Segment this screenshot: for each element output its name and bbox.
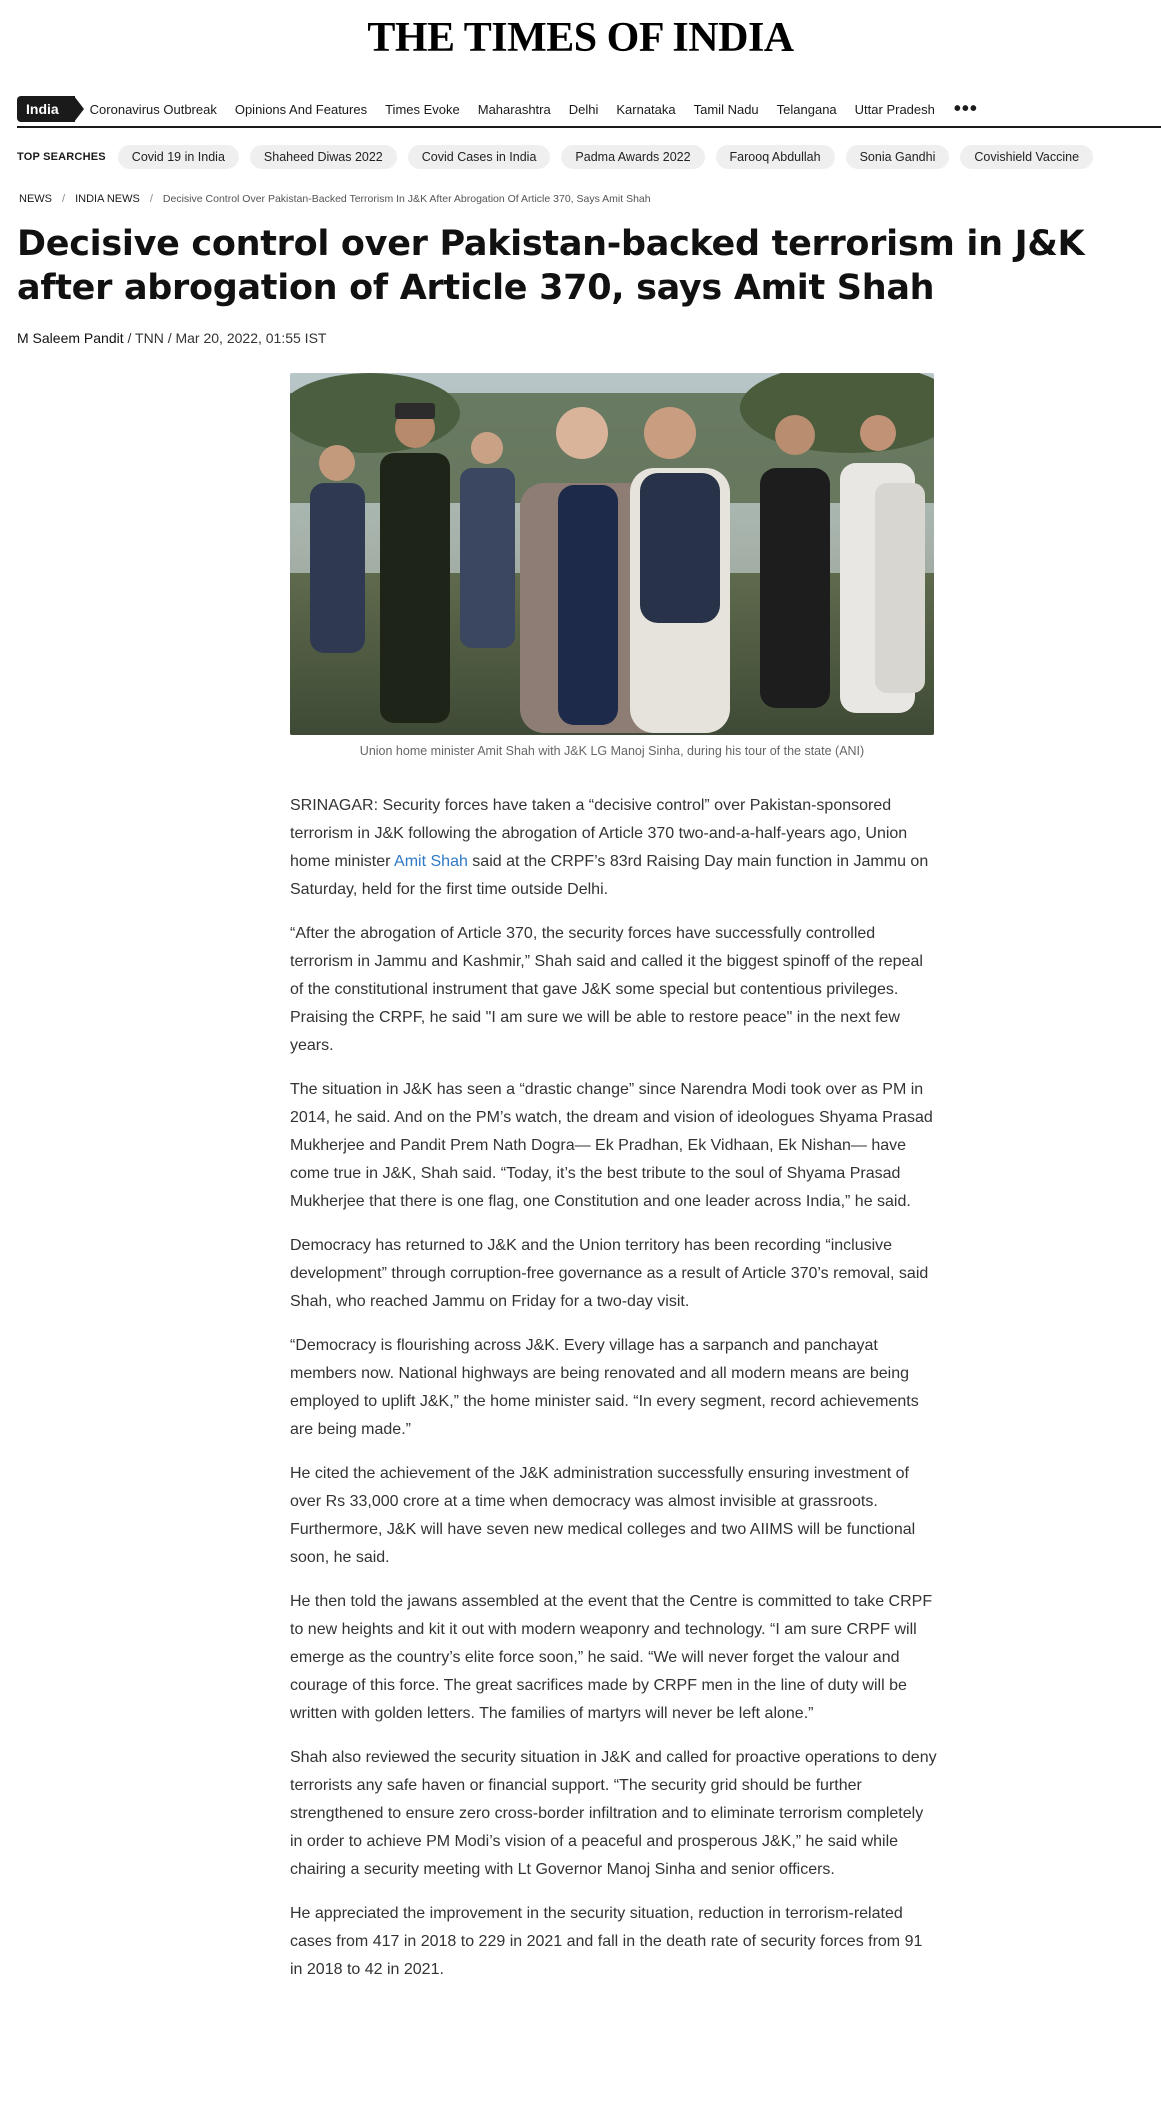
- nav-link-delhi[interactable]: Delhi: [568, 101, 599, 117]
- primary-nav: [17, 92, 1161, 128]
- nav-link-coronavirus-outbreak[interactable]: Coronavirus Outbreak: [89, 101, 217, 117]
- nav-section-india[interactable]: India: [17, 96, 75, 122]
- article-byline: [17, 330, 326, 346]
- breadcrumb-current-page: Decisive Control Over Pakistan-Backed Terrorism In J&K After Abrogation Of Article 370, Says Amit Shah: [162, 193, 651, 205]
- top-searches-label: TOP SEARCHES: [17, 151, 106, 163]
- nav-link-telangana[interactable]: Telangana: [776, 101, 837, 117]
- breadcrumb-india-news[interactable]: INDIA NEWS: [75, 193, 140, 205]
- top-search-chip[interactable]: Shaheed Diwas 2022: [250, 145, 397, 169]
- top-search-chip[interactable]: Covid 19 in India: [118, 145, 239, 169]
- byline-separator: /: [163, 330, 176, 346]
- amit-shah-link[interactable]: Amit Shah: [394, 853, 468, 870]
- nav-link-times-evoke[interactable]: Times Evoke: [385, 101, 460, 117]
- article-paragraph: Shah also reviewed the security situation in J&K and called for proactive operations to deny terrorists any safe haven or financial support. “The security grid should be further strengthened to ensure zero cross-border infiltration and to eliminate terrorism completely in order to achieve PM Modi’s vision of a peaceful and prosperous J&K,” he said while chairing a security meeting with Lt Governor Manoj Sinha and senior officers.: [290, 1749, 937, 1878]
- nav-link-tamil-nadu[interactable]: Tamil Nadu: [693, 101, 759, 117]
- top-search-chip[interactable]: Padma Awards 2022: [561, 145, 704, 169]
- article-paragraph: Democracy has returned to J&K and the Union territory has been recording “inclusive development” through corruption-free governance as a result of Article 370’s removal, said Shah, who reached Jammu on Friday for a two-day visit.: [290, 1237, 929, 1310]
- byline-author[interactable]: M Saleem Pandit: [17, 330, 124, 346]
- top-search-chip[interactable]: Covishield Vaccine: [960, 145, 1093, 169]
- byline-source: TNN: [135, 330, 164, 346]
- ellipsis-icon[interactable]: •••: [953, 98, 978, 120]
- breadcrumb-news[interactable]: NEWS: [19, 193, 52, 205]
- article-headline: Decisive control over Pakistan-backed terrorism in J&K after abrogation of Article 370, says Amit Shah: [17, 224, 1085, 308]
- nav-link-karnataka[interactable]: Karnataka: [616, 101, 676, 117]
- article-paragraph: He cited the achievement of the J&K administration successfully ensuring investment of over Rs 33,000 crore at a time when democracy was almost invisible at grassroots. Furthermore, J&K will have seven new medical colleges and two AIIMS will be functional soon, he said.: [290, 1465, 916, 1566]
- byline-date: Mar 20, 2022, 01:55 IST: [175, 330, 327, 346]
- top-search-chip[interactable]: Covid Cases in India: [408, 145, 551, 169]
- article-paragraph: He then told the jawans assembled at the event that the Centre is committed to take CRPF to new heights and kit it out with modern weaponry and technology. “I am sure CRPF will emerge as the country’s elite force soon,” he said. “We will never forget the valour and courage of this force. The great sacrifices made by CRPF men in the line of duty will be written with golden letters. The families of martyrs will never be left alone.”: [290, 1593, 933, 1722]
- top-search-chip[interactable]: Farooq Abdullah: [716, 145, 835, 169]
- breadcrumb: [19, 193, 651, 205]
- breadcrumb-separator: /: [149, 193, 153, 205]
- image-caption: Union home minister Amit Shah with J&K LG Manoj Sinha, during his tour of the state (ANI): [359, 744, 865, 758]
- article-paragraph: [290, 792, 938, 904]
- nav-link-uttar-pradesh[interactable]: Uttar Pradesh: [854, 101, 935, 117]
- article-paragraph: “After the abrogation of Article 370, the security forces have successfully controlled terrorism in Jammu and Kashmir,” Shah said and called it the biggest spinoff of the repeal of the constitutional instrument that gave J&K some special but contentious privileges. Praising the CRPF, he said "I am sure we will be able to restore peace" in the next few years.: [290, 925, 923, 1054]
- top-search-chip[interactable]: Sonia Gandhi: [846, 145, 950, 169]
- article-paragraph: The situation in J&K has seen a “drastic change” since Narendra Modi took over as PM in 2014, he said. And on the PM’s watch, the dream and vision of ideologues Shyama Prasad Mukherjee and Pandit Prem Nath Dogra— Ek Pradhan, Ek Vidhaan, Ek Nishan— have come true in J&K, Shah said. “Today, it’s the best tribute to the soul of Shyama Prasad Mukherjee that there is one flag, one Constitution and one leader across India,” he said.: [290, 1081, 933, 1210]
- site-masthead-logo[interactable]: THE TIMES OF INDIA: [367, 15, 794, 61]
- article-hero-image: [290, 373, 934, 735]
- top-searches-bar: [17, 144, 1104, 170]
- article-paragraph: “Democracy is flourishing across J&K. Every village has a sarpanch and panchayat members now. National highways are being renovated and all modern means are being employed to uplift J&K,” the home minister said. “In every segment, record achievements are being made.”: [290, 1337, 919, 1438]
- nav-link-opinions-and-features[interactable]: Opinions And Features: [234, 101, 368, 117]
- paragraph-text: said at the CRPF’s 83rd Raising Day main function in Jammu on Saturday, held for the first time outside Delhi.: [290, 853, 929, 898]
- article-body: [290, 792, 938, 2000]
- breadcrumb-separator: /: [62, 193, 66, 205]
- byline-separator: /: [123, 330, 136, 346]
- article-paragraph: He appreciated the improvement in the security situation, reduction in terrorism-related cases from 417 in 2018 to 229 in 2021 and fall in the death rate of security forces from 91 in 2018 to 42 in 2021.: [290, 1905, 923, 1978]
- paragraph-text: SRINAGAR: Security forces have taken a “decisive control” over Pakistan-sponsored terrorism in J&K following the abrogation of Article 370 two-and-a-half-years ago, Union home minister: [290, 797, 908, 870]
- nav-link-maharashtra[interactable]: Maharashtra: [477, 101, 551, 117]
